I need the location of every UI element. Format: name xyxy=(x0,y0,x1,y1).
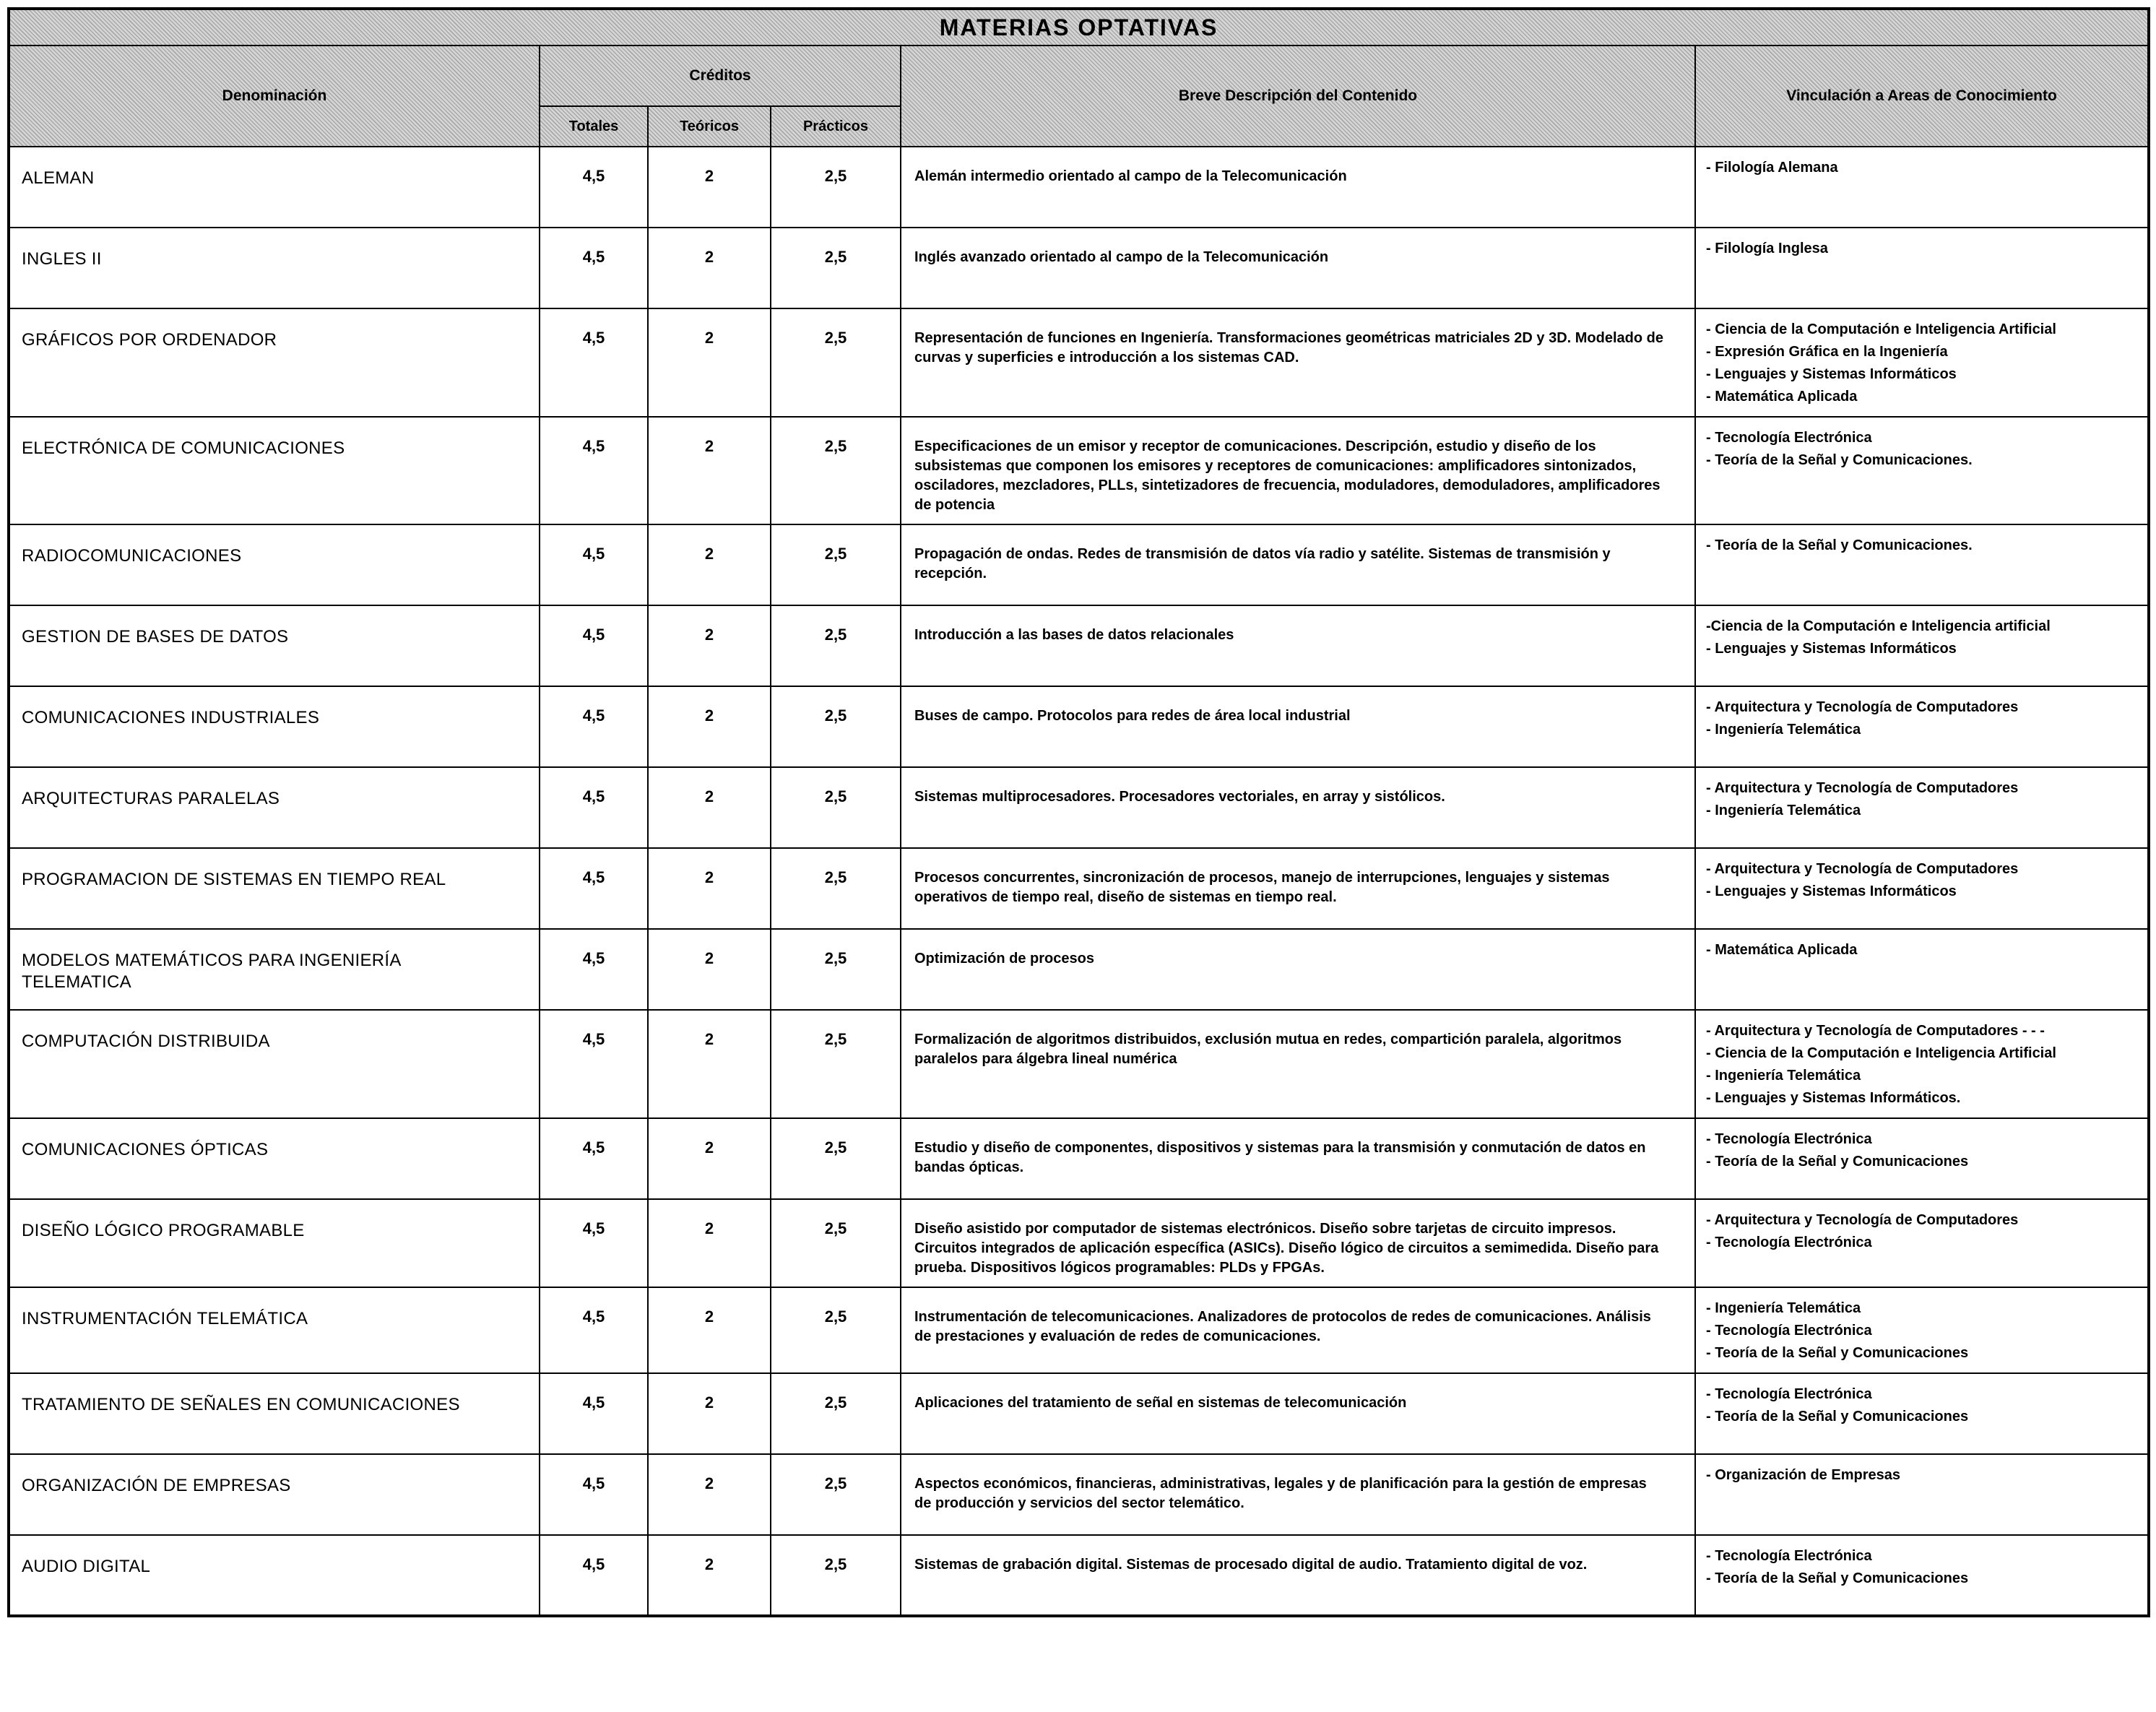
subject-name-cell: ELECTRÓNICA DE COMUNICACIONES xyxy=(9,417,540,524)
table-row xyxy=(9,1287,2149,1373)
credits-practicos-cell: 2,5 xyxy=(771,1454,901,1535)
vinculacion-item: - Expresión Gráfica en la Ingeniería xyxy=(1706,344,1948,360)
vinculacion-cell xyxy=(1695,1535,2149,1616)
subject-name-cell: GESTION DE BASES DE DATOS xyxy=(9,605,540,686)
subject-name-cell: ARQUITECTURAS PARALELAS xyxy=(9,767,540,848)
subject-name-cell: MODELOS MATEMÁTICOS PARA INGENIERÍA TELEMATICA xyxy=(9,929,540,1010)
vinculacion-item: - Matemática Aplicada xyxy=(1706,942,1858,958)
vinculacion-item: - Ingeniería Telemática xyxy=(1706,722,1861,738)
vinculacion-item: - Tecnología Electrónica xyxy=(1706,1235,1872,1250)
vinculacion-item: - Organización de Empresas xyxy=(1706,1467,1900,1483)
credits-practicos-cell: 2,5 xyxy=(771,147,901,228)
credits-practicos-cell: 2,5 xyxy=(771,524,901,605)
col-header-descripcion: Breve Descripción del Contenido xyxy=(901,46,1695,147)
credits-total-cell: 4,5 xyxy=(540,524,648,605)
vinculacion-item: - Teoría de la Señal y Comunicaciones xyxy=(1706,1409,1969,1424)
vinculacion-item: - Teoría de la Señal y Comunicaciones. xyxy=(1706,537,1973,553)
vinculacion-item: - Arquitectura y Tecnología de Computadores - - - xyxy=(1706,1023,2045,1039)
credits-total-cell: 4,5 xyxy=(540,1118,648,1199)
vinculacion-item: - Tecnología Electrónica xyxy=(1706,1386,1872,1402)
credits-practicos-cell: 2,5 xyxy=(771,1287,901,1373)
vinculacion-item: - Ingeniería Telemática xyxy=(1706,1300,1861,1316)
subject-name-cell: INGLES II xyxy=(9,228,540,308)
description-cell: Alemán intermedio orientado al campo de la Telecomunicación xyxy=(901,147,1695,228)
materias-optativas-table xyxy=(7,7,2150,1617)
description-cell: Instrumentación de telecomunicaciones. Analizadores de protocolos de redes de comunicaciones. Análisis de prestaciones y evaluación de redes de comunicaciones. xyxy=(901,1287,1695,1373)
subject-name-cell: RADIOCOMUNICACIONES xyxy=(9,524,540,605)
subject-name-cell: ALEMAN xyxy=(9,147,540,228)
credits-teoricos-cell: 2 xyxy=(648,686,771,767)
vinculacion-item: -Ciencia de la Computación e Inteligencia artificial xyxy=(1706,618,2051,634)
credits-total-cell: 4,5 xyxy=(540,1373,648,1454)
description-cell: Estudio y diseño de componentes, dispositivos y sistemas para la transmisión y conmutación de datos en bandas ópticas. xyxy=(901,1118,1695,1199)
credits-total-cell: 4,5 xyxy=(540,1454,648,1535)
credits-total-cell: 4,5 xyxy=(540,308,648,417)
vinculacion-cell xyxy=(1695,848,2149,929)
vinculacion-item: - Arquitectura y Tecnología de Computadores xyxy=(1706,861,2019,877)
vinculacion-item: - Matemática Aplicada xyxy=(1706,389,1858,405)
vinculacion-item: - Arquitectura y Tecnología de Computadores xyxy=(1706,1212,2019,1228)
description-cell: Procesos concurrentes, sincronización de procesos, manejo de interrupciones, lenguajes y sistemas operativos de tiempo real, diseño de sistemas en tiempo real. xyxy=(901,848,1695,929)
vinculacion-cell xyxy=(1695,228,2149,308)
credits-total-cell: 4,5 xyxy=(540,1535,648,1616)
table-row xyxy=(9,929,2149,1010)
credits-practicos-cell: 2,5 xyxy=(771,1373,901,1454)
vinculacion-item: - Ingeniería Telemática xyxy=(1706,1068,1861,1084)
description-cell: Introducción a las bases de datos relacionales xyxy=(901,605,1695,686)
subject-name-cell: INSTRUMENTACIÓN TELEMÁTICA xyxy=(9,1287,540,1373)
credits-teoricos-cell: 2 xyxy=(648,1118,771,1199)
vinculacion-item: - Ciencia de la Computación e Inteligencia Artificial xyxy=(1706,321,2056,337)
table-row xyxy=(9,1199,2149,1287)
table-row xyxy=(9,1010,2149,1118)
vinculacion-item: - Tecnología Electrónica xyxy=(1706,430,1872,446)
col-header-denominacion: Denominación xyxy=(9,46,540,147)
vinculacion-cell xyxy=(1695,686,2149,767)
subject-name-cell: DISEÑO LÓGICO PROGRAMABLE xyxy=(9,1199,540,1287)
vinculacion-cell xyxy=(1695,1287,2149,1373)
credits-teoricos-cell: 2 xyxy=(648,1373,771,1454)
vinculacion-cell xyxy=(1695,1373,2149,1454)
credits-practicos-cell: 2,5 xyxy=(771,1010,901,1118)
credits-total-cell: 4,5 xyxy=(540,147,648,228)
vinculacion-item: - Lenguajes y Sistemas Informáticos xyxy=(1706,366,1957,382)
vinculacion-item: - Teoría de la Señal y Comunicaciones xyxy=(1706,1345,1969,1361)
credits-total-cell: 4,5 xyxy=(540,1010,648,1118)
credits-teoricos-cell: 2 xyxy=(648,1199,771,1287)
vinculacion-cell xyxy=(1695,767,2149,848)
vinculacion-cell xyxy=(1695,1199,2149,1287)
credits-practicos-cell: 2,5 xyxy=(771,308,901,417)
subject-name-cell: GRÁFICOS POR ORDENADOR xyxy=(9,308,540,417)
credits-practicos-cell: 2,5 xyxy=(771,228,901,308)
vinculacion-cell xyxy=(1695,524,2149,605)
description-cell: Propagación de ondas. Redes de transmisión de datos vía radio y satélite. Sistemas de transmisión y recepción. xyxy=(901,524,1695,605)
vinculacion-cell xyxy=(1695,1454,2149,1535)
vinculacion-item: - Teoría de la Señal y Comunicaciones. xyxy=(1706,452,1973,468)
credits-teoricos-cell: 2 xyxy=(648,524,771,605)
credits-practicos-cell: 2,5 xyxy=(771,686,901,767)
vinculacion-cell xyxy=(1695,1010,2149,1118)
credits-practicos-cell: 2,5 xyxy=(771,1118,901,1199)
table-row xyxy=(9,686,2149,767)
vinculacion-cell xyxy=(1695,147,2149,228)
vinculacion-item: - Lenguajes y Sistemas Informáticos xyxy=(1706,883,1957,899)
credits-total-cell: 4,5 xyxy=(540,686,648,767)
credits-practicos-cell: 2,5 xyxy=(771,848,901,929)
credits-total-cell: 4,5 xyxy=(540,929,648,1010)
description-cell: Inglés avanzado orientado al campo de la Telecomunicación xyxy=(901,228,1695,308)
description-cell: Formalización de algoritmos distribuidos, exclusión mutua en redes, compartición paralela, algoritmos paralelos para álgebra lineal numérica xyxy=(901,1010,1695,1118)
credits-teoricos-cell: 2 xyxy=(648,767,771,848)
vinculacion-item: - Arquitectura y Tecnología de Computadores xyxy=(1706,699,2019,715)
credits-practicos-cell: 2,5 xyxy=(771,605,901,686)
credits-total-cell: 4,5 xyxy=(540,605,648,686)
description-cell: Buses de campo. Protocolos para redes de área local industrial xyxy=(901,686,1695,767)
page-title: MATERIAS OPTATIVAS xyxy=(9,9,2149,46)
credits-teoricos-cell: 2 xyxy=(648,605,771,686)
credits-teoricos-cell: 2 xyxy=(648,1454,771,1535)
subject-name-cell: COMPUTACIÓN DISTRIBUIDA xyxy=(9,1010,540,1118)
subject-name-cell: TRATAMIENTO DE SEÑALES EN COMUNICACIONES xyxy=(9,1373,540,1454)
credits-practicos-cell: 2,5 xyxy=(771,417,901,524)
credits-teoricos-cell: 2 xyxy=(648,228,771,308)
vinculacion-item: - Arquitectura y Tecnología de Computadores xyxy=(1706,780,2019,796)
vinculacion-item: - Teoría de la Señal y Comunicaciones xyxy=(1706,1154,1969,1170)
table-row xyxy=(9,147,2149,228)
table-row xyxy=(9,308,2149,417)
subject-name-cell: PROGRAMACION DE SISTEMAS EN TIEMPO REAL xyxy=(9,848,540,929)
col-header-vinculacion: Vinculación a Areas de Conocimiento xyxy=(1695,46,2149,147)
credits-practicos-cell: 2,5 xyxy=(771,1199,901,1287)
vinculacion-item: - Tecnología Electrónica xyxy=(1706,1131,1872,1147)
vinculacion-cell xyxy=(1695,929,2149,1010)
vinculacion-item: - Teoría de la Señal y Comunicaciones xyxy=(1706,1570,1969,1586)
subject-name-cell: AUDIO DIGITAL xyxy=(9,1535,540,1616)
vinculacion-item: - Tecnología Electrónica xyxy=(1706,1323,1872,1339)
table-row xyxy=(9,1373,2149,1454)
description-cell: Especificaciones de un emisor y receptor de comunicaciones. Descripción, estudio y diseño de los subsistemas que componen los emisores y receptores de comunicaciones: amplificadores sintonizados, osciladores, mezcladores, PLLs, sintetizadores de frecuencia, moduladores, demoduladores, amplificadores de potencia xyxy=(901,417,1695,524)
vinculacion-item: - Filología Inglesa xyxy=(1706,241,1828,256)
description-cell: Aspectos económicos, financieras, administrativas, legales y de planificación para la gestión de empresas de producción y servicios del sector telemático. xyxy=(901,1454,1695,1535)
table-row xyxy=(9,524,2149,605)
credits-total-cell: 4,5 xyxy=(540,417,648,524)
description-cell: Representación de funciones en Ingeniería. Transformaciones geométricas matriciales 2D y 3D. Modelado de curvas y superficies e introducción a los sistemas CAD. xyxy=(901,308,1695,417)
header-row-main xyxy=(9,46,2149,106)
description-cell: Optimización de procesos xyxy=(901,929,1695,1010)
credits-total-cell: 4,5 xyxy=(540,1287,648,1373)
col-header-creditos: Créditos xyxy=(540,46,901,106)
table-row xyxy=(9,848,2149,929)
credits-practicos-cell: 2,5 xyxy=(771,929,901,1010)
credits-total-cell: 4,5 xyxy=(540,1199,648,1287)
vinculacion-item: - Filología Alemana xyxy=(1706,160,1838,176)
vinculacion-item: - Ciencia de la Computación e Inteligencia Artificial xyxy=(1706,1045,2056,1061)
description-cell: Sistemas de grabación digital. Sistemas de procesado digital de audio. Tratamiento digital de voz. xyxy=(901,1535,1695,1616)
credits-total-cell: 4,5 xyxy=(540,767,648,848)
credits-teoricos-cell: 2 xyxy=(648,308,771,417)
col-header-teoricos: Teóricos xyxy=(648,106,771,147)
title-row xyxy=(9,9,2149,46)
credits-teoricos-cell: 2 xyxy=(648,1287,771,1373)
subject-name-cell: COMUNICACIONES ÓPTICAS xyxy=(9,1118,540,1199)
vinculacion-item: - Lenguajes y Sistemas Informáticos xyxy=(1706,641,1957,657)
table-row xyxy=(9,417,2149,524)
credits-teoricos-cell: 2 xyxy=(648,848,771,929)
vinculacion-item: - Ingeniería Telemática xyxy=(1706,803,1861,818)
credits-practicos-cell: 2,5 xyxy=(771,1535,901,1616)
col-header-practicos: Prácticos xyxy=(771,106,901,147)
vinculacion-cell xyxy=(1695,417,2149,524)
description-cell: Diseño asistido por computador de sistemas electrónicos. Diseño sobre tarjetas de circuito impresos. Circuitos integrados de aplicación específica (ASICs). Diseño lógico de circuitos a semimedida. Diseño para prueba. Dispositivos lógicos programables: PLDs y FPGAs. xyxy=(901,1199,1695,1287)
vinculacion-item: - Tecnología Electrónica xyxy=(1706,1548,1872,1564)
credits-teoricos-cell: 2 xyxy=(648,147,771,228)
table-header xyxy=(9,9,2149,147)
table-row xyxy=(9,605,2149,686)
table-row xyxy=(9,767,2149,848)
table-row xyxy=(9,1535,2149,1616)
vinculacion-cell xyxy=(1695,1118,2149,1199)
subject-name-cell: COMUNICACIONES INDUSTRIALES xyxy=(9,686,540,767)
credits-total-cell: 4,5 xyxy=(540,228,648,308)
credits-teoricos-cell: 2 xyxy=(648,1535,771,1616)
table-row xyxy=(9,1118,2149,1199)
description-cell: Aplicaciones del tratamiento de señal en sistemas de telecomunicación xyxy=(901,1373,1695,1454)
subjects-tbody xyxy=(9,147,2149,1616)
credits-teoricos-cell: 2 xyxy=(648,417,771,524)
credits-teoricos-cell: 2 xyxy=(648,929,771,1010)
description-cell: Sistemas multiprocesadores. Procesadores vectoriales, en array y sistólicos. xyxy=(901,767,1695,848)
table-row xyxy=(9,228,2149,308)
vinculacion-cell xyxy=(1695,308,2149,417)
col-header-totales: Totales xyxy=(540,106,648,147)
credits-practicos-cell: 2,5 xyxy=(771,767,901,848)
credits-total-cell: 4,5 xyxy=(540,848,648,929)
vinculacion-item: - Lenguajes y Sistemas Informáticos. xyxy=(1706,1090,1961,1106)
subject-name-cell: ORGANIZACIÓN DE EMPRESAS xyxy=(9,1454,540,1535)
credits-teoricos-cell: 2 xyxy=(648,1010,771,1118)
table-row xyxy=(9,1454,2149,1535)
vinculacion-cell xyxy=(1695,605,2149,686)
